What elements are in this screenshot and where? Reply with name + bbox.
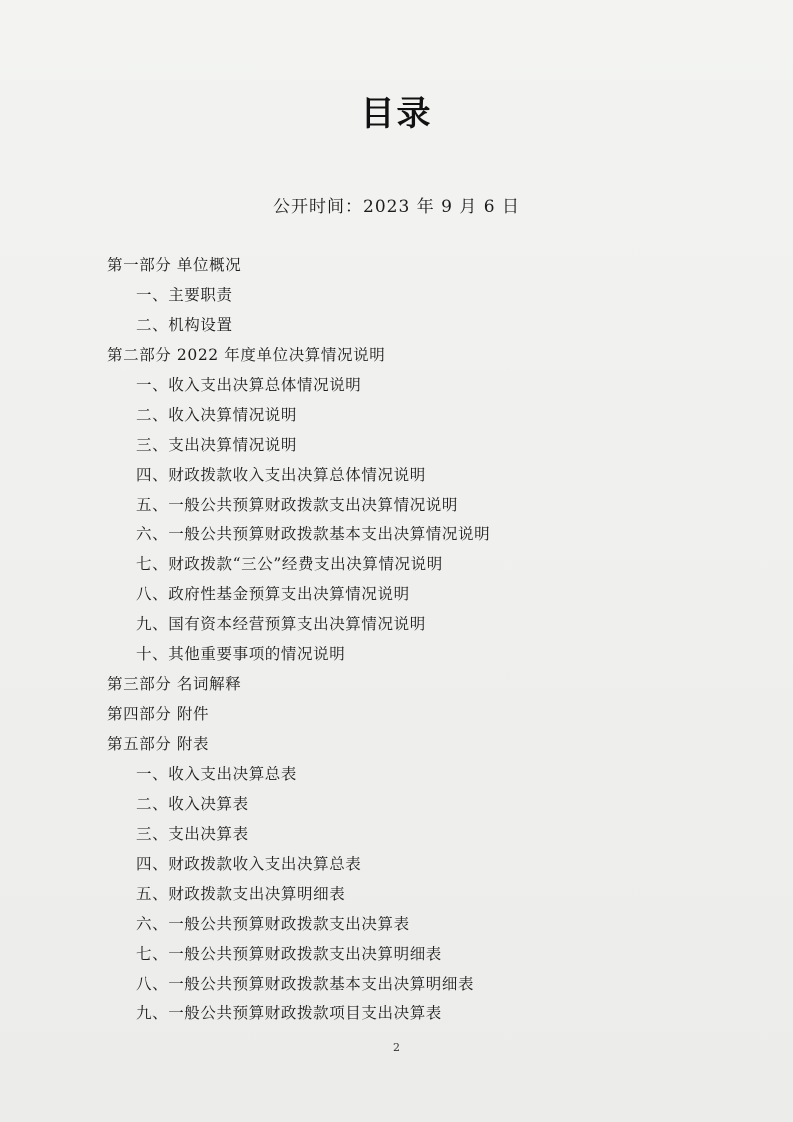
toc-item: 七、一般公共预算财政拨款支出决算明细表 — [136, 944, 442, 963]
page-title: 目录 — [360, 94, 433, 134]
toc-item: 十、其他重要事项的情况说明 — [136, 645, 346, 664]
toc-item: 一、主要职责 — [136, 285, 233, 304]
toc-part-5: 第五部分 附表 — [107, 735, 210, 753]
toc-part-3: 第三部分 名词解释 — [107, 675, 242, 694]
table-of-contents — [107, 251, 707, 1029]
toc-item: 九、一般公共预算财政拨款项目支出决算表 — [136, 1004, 442, 1023]
toc-item: 六、一般公共预算财政拨款基本支出决算情况说明 — [136, 525, 491, 544]
toc-item: 五、一般公共预算财政拨款支出决算情况说明 — [136, 495, 459, 514]
toc-item: 九、国有资本经营预算支出决算情况说明 — [136, 615, 426, 634]
publish-date: 公开时间：2023 年 9 月 6 日 — [273, 197, 520, 217]
toc-part-2: 第二部分 2022 年度单位决算情况说明 — [107, 345, 386, 364]
toc-item: 三、支出决算情况说明 — [136, 435, 298, 454]
toc-item: 八、政府性基金预算支出决算情况说明 — [136, 585, 410, 604]
toc-part-4: 第四部分 附件 — [107, 705, 210, 724]
toc-item: 六、一般公共预算财政拨款支出决算表 — [136, 914, 410, 933]
toc-item: 四、财政拨款收入支出决算总体情况说明 — [136, 465, 426, 484]
toc-item: 七、财政拨款“三公”经费支出决算情况说明 — [136, 555, 443, 574]
toc-item: 一、收入支出决算总体情况说明 — [136, 375, 362, 394]
toc-item: 八、一般公共预算财政拨款基本支出决算明细表 — [136, 974, 475, 993]
toc-item: 二、收入决算情况说明 — [136, 405, 298, 424]
toc-item: 一、收入支出决算总表 — [136, 764, 298, 783]
toc-part-1: 第一部分 单位概况 — [107, 256, 242, 274]
toc-item: 二、收入决算表 — [136, 794, 249, 813]
toc-item: 三、支出决算表 — [136, 824, 249, 843]
toc-item: 五、财政拨款支出决算明细表 — [136, 884, 346, 903]
toc-item: 二、机构设置 — [136, 315, 233, 334]
toc-item: 四、财政拨款收入支出决算总表 — [136, 854, 362, 873]
page-number: 2 — [393, 1041, 400, 1054]
